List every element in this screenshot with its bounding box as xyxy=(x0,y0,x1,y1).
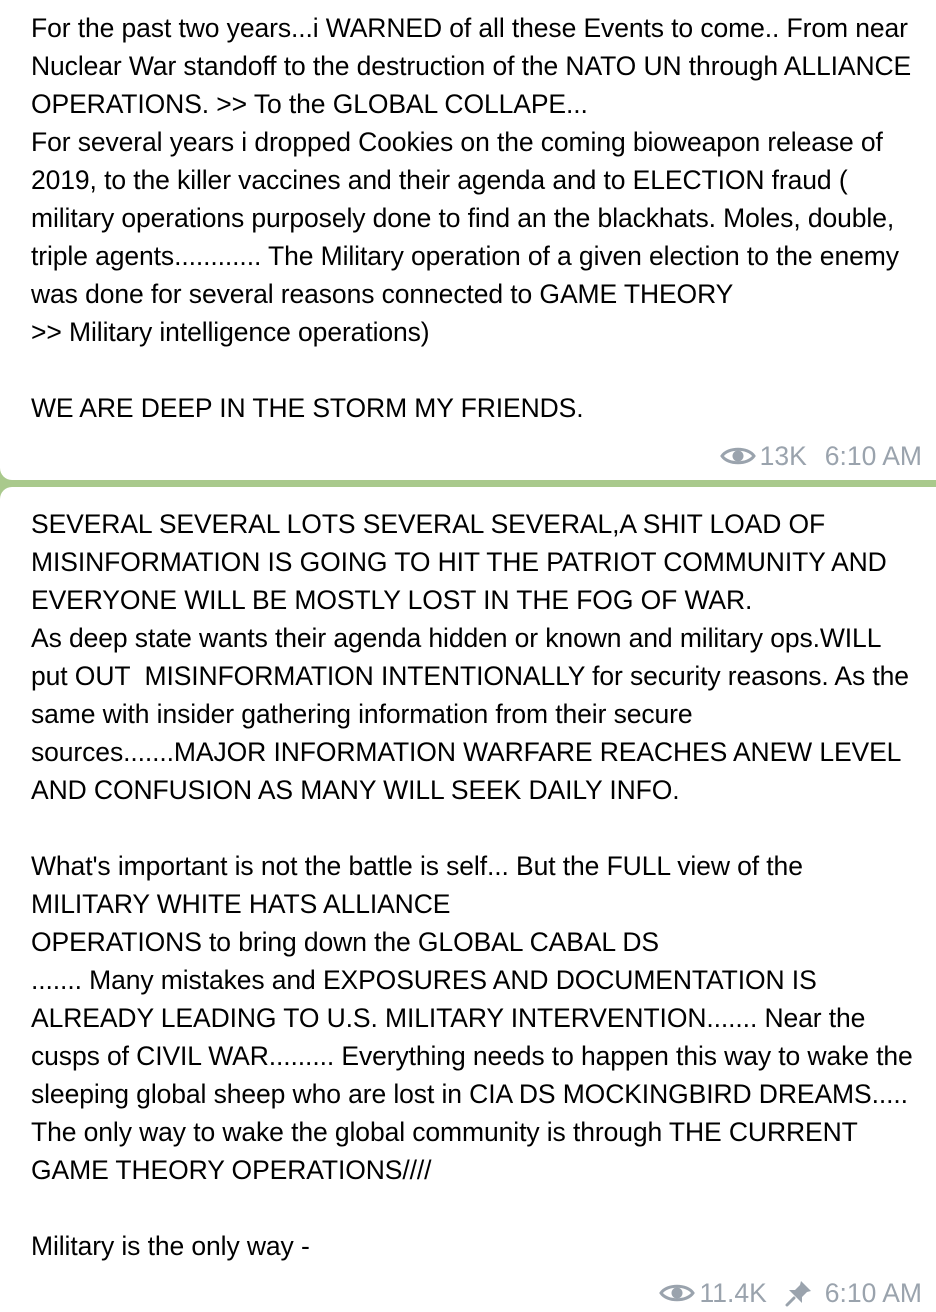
message-text: For the past two years...i WARNED of all these Events to come.. From near Nuclear War standoff to the destruction of the NATO UN through ALLIANCE OPERATIONS. >> To the GLOBAL COLLAPE... For several years i dropped Cookies on the coming bioweapon release of 2019, to the killer vaccines and their agenda and to ELECTION fraud ( military operations purposely done to find an the blackhats. Moles, double, triple agents............ The Military operation of a given election to the enemy was done for several reasons connected to GAME THEORY >> Military intelligence operations) WE ARE DEEP IN THE STORM MY FRIENDS. xyxy=(31,13,912,423)
message-text: SEVERAL SEVERAL LOTS SEVERAL SEVERAL,A SHIT LOAD OF MISINFORMATION IS GOING TO HIT THE PATRIOT COMMUNITY AND EVERYONE WILL BE MOSTLY LOST IN THE FOG OF WAR. As deep state wants their agenda hidden or known and military ops.WILL put OUT MISINFORMATION INTENTIONALLY for security reasons. As the same with insider gathering information from their secure sources.......MAJOR INFORMATION WARFARE REACHES ANEW LEVEL AND CONFUSION AS MANY WILL SEEK DAILY INFO. What's important is not the battle is self... But the FULL view of the MILITARY WHITE HATS ALLIANCE OPERATIONS to bring down the GLOBAL CABAL DS ....... Many mistakes and EXPOSURES AND DOCUMENTATION IS ALREADY LEADING TO U.S. MILITARY INTERVENTION....... Near the cusps of CIVIL WAR......... Everything needs to happen this way to wake the sleeping global sheep who are lost in CIA DS MOCKINGBIRD DREAMS..... The only way to wake the global community is through THE CURRENT GAME THEORY OPERATIONS//// Military is the only way - xyxy=(31,509,913,1261)
message-time: 6:10 AM xyxy=(824,441,922,471)
view-count: 11.4K xyxy=(699,1278,767,1308)
message-time: 6:10 AM xyxy=(824,1278,922,1308)
eye-icon xyxy=(720,444,756,468)
pin-icon xyxy=(785,1279,813,1307)
message-bubble[interactable] xyxy=(0,0,936,480)
eye-icon xyxy=(659,1281,695,1305)
message-meta xyxy=(659,1274,922,1312)
view-count: 13K xyxy=(759,441,807,471)
message-bubble[interactable] xyxy=(0,487,936,1312)
message-meta xyxy=(720,437,922,475)
